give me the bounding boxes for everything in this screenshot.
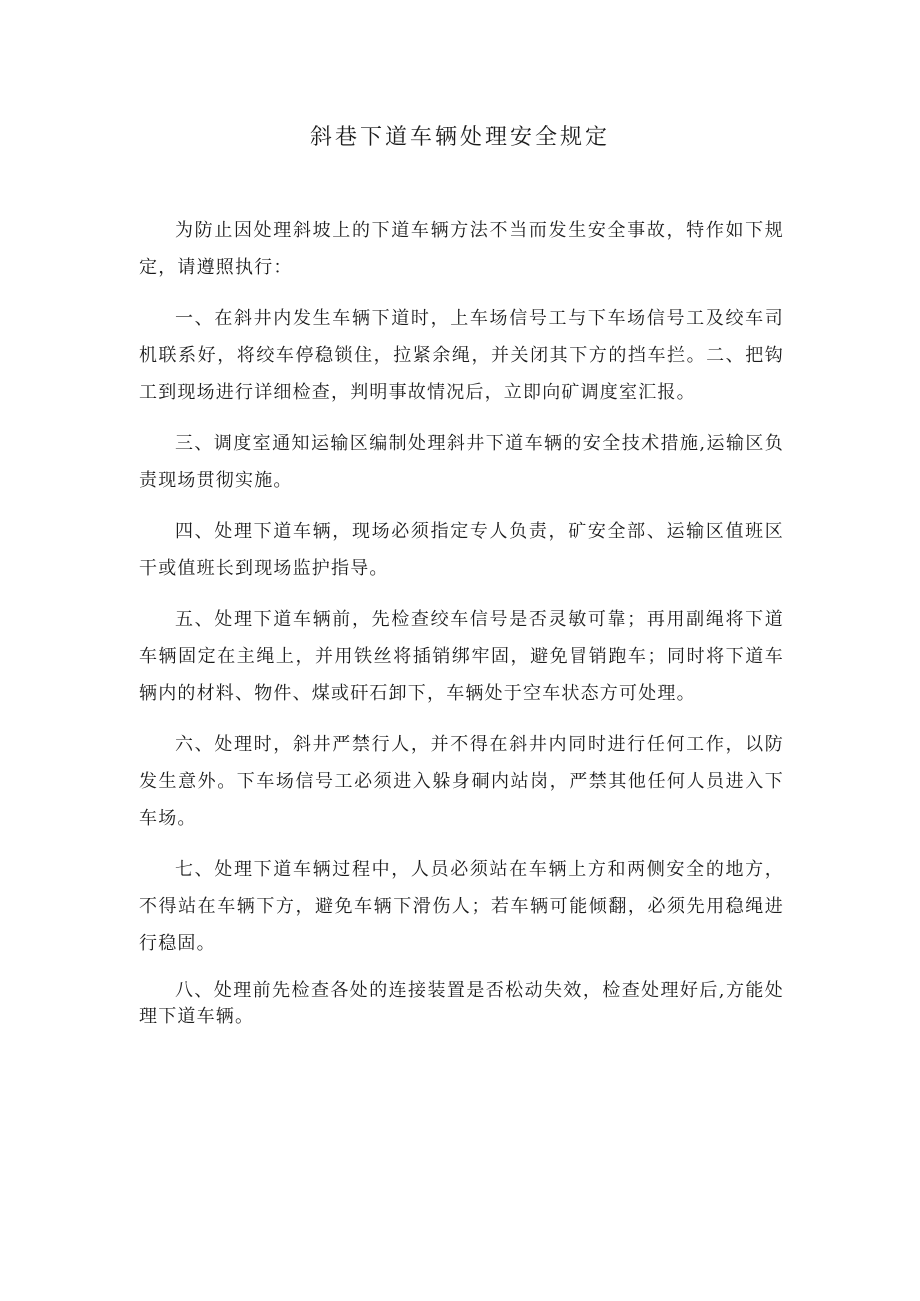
- paragraph-8: 八、处理前先检查各处的连接装置是否松动失效，检查处理好后,方能处理下道车辆。: [139, 980, 784, 1027]
- paragraph-4: 四、处理下道车辆，现场必须指定专人负责，矿安全部、运输区值班区干或值班长到现场监护指导。: [139, 521, 784, 579]
- paragraph-intro: 为防止因处理斜坡上的下道车辆方法不当而发生安全事故，特作如下规定，请遵照执行：: [139, 220, 784, 278]
- paragraph-1: 一、在斜井内发生车辆下道时，上车场信号工与下车场信号工及绞车司机联系好，将绞车停稳锁住，拉紧余绳，并关闭其下方的挡车拦。二、把钩工到现场进行详细检查，判明事故情况后，立即向矿调度室汇报。: [139, 308, 784, 403]
- paragraph-7: 七、处理下道车辆过程中，人员必须站在车辆上方和两侧安全的地方，不得站在车辆下方，避免车辆下滑伤人；若车辆可能倾翻，必须先用稳绳进行稳固。: [139, 859, 784, 954]
- paragraph-5: 五、处理下道车辆前，先检查绞车信号是否灵敏可靠；再用副绳将下道车辆固定在主绳上，并用铁丝将插销绑牢固，避免冒销跑车；同时将下道车辆内的材料、物件、煤或矸石卸下，车辆处于空车状态方可处理。: [139, 609, 784, 704]
- paragraph-3: 三、调度室通知运输区编制处理斜井下道车辆的安全技术措施,运输区负责现场贯彻实施。: [139, 433, 784, 491]
- paragraph-6: 六、处理时，斜井严禁行人，并不得在斜井内同时进行任何工作，以防发生意外。下车场信号工必须进入躲身硐内站岗，严禁其他任何人员进入下车场。: [139, 734, 784, 829]
- document-title: 斜巷下道车辆处理安全规定: [309, 125, 610, 150]
- document-body: [139, 212, 784, 1044]
